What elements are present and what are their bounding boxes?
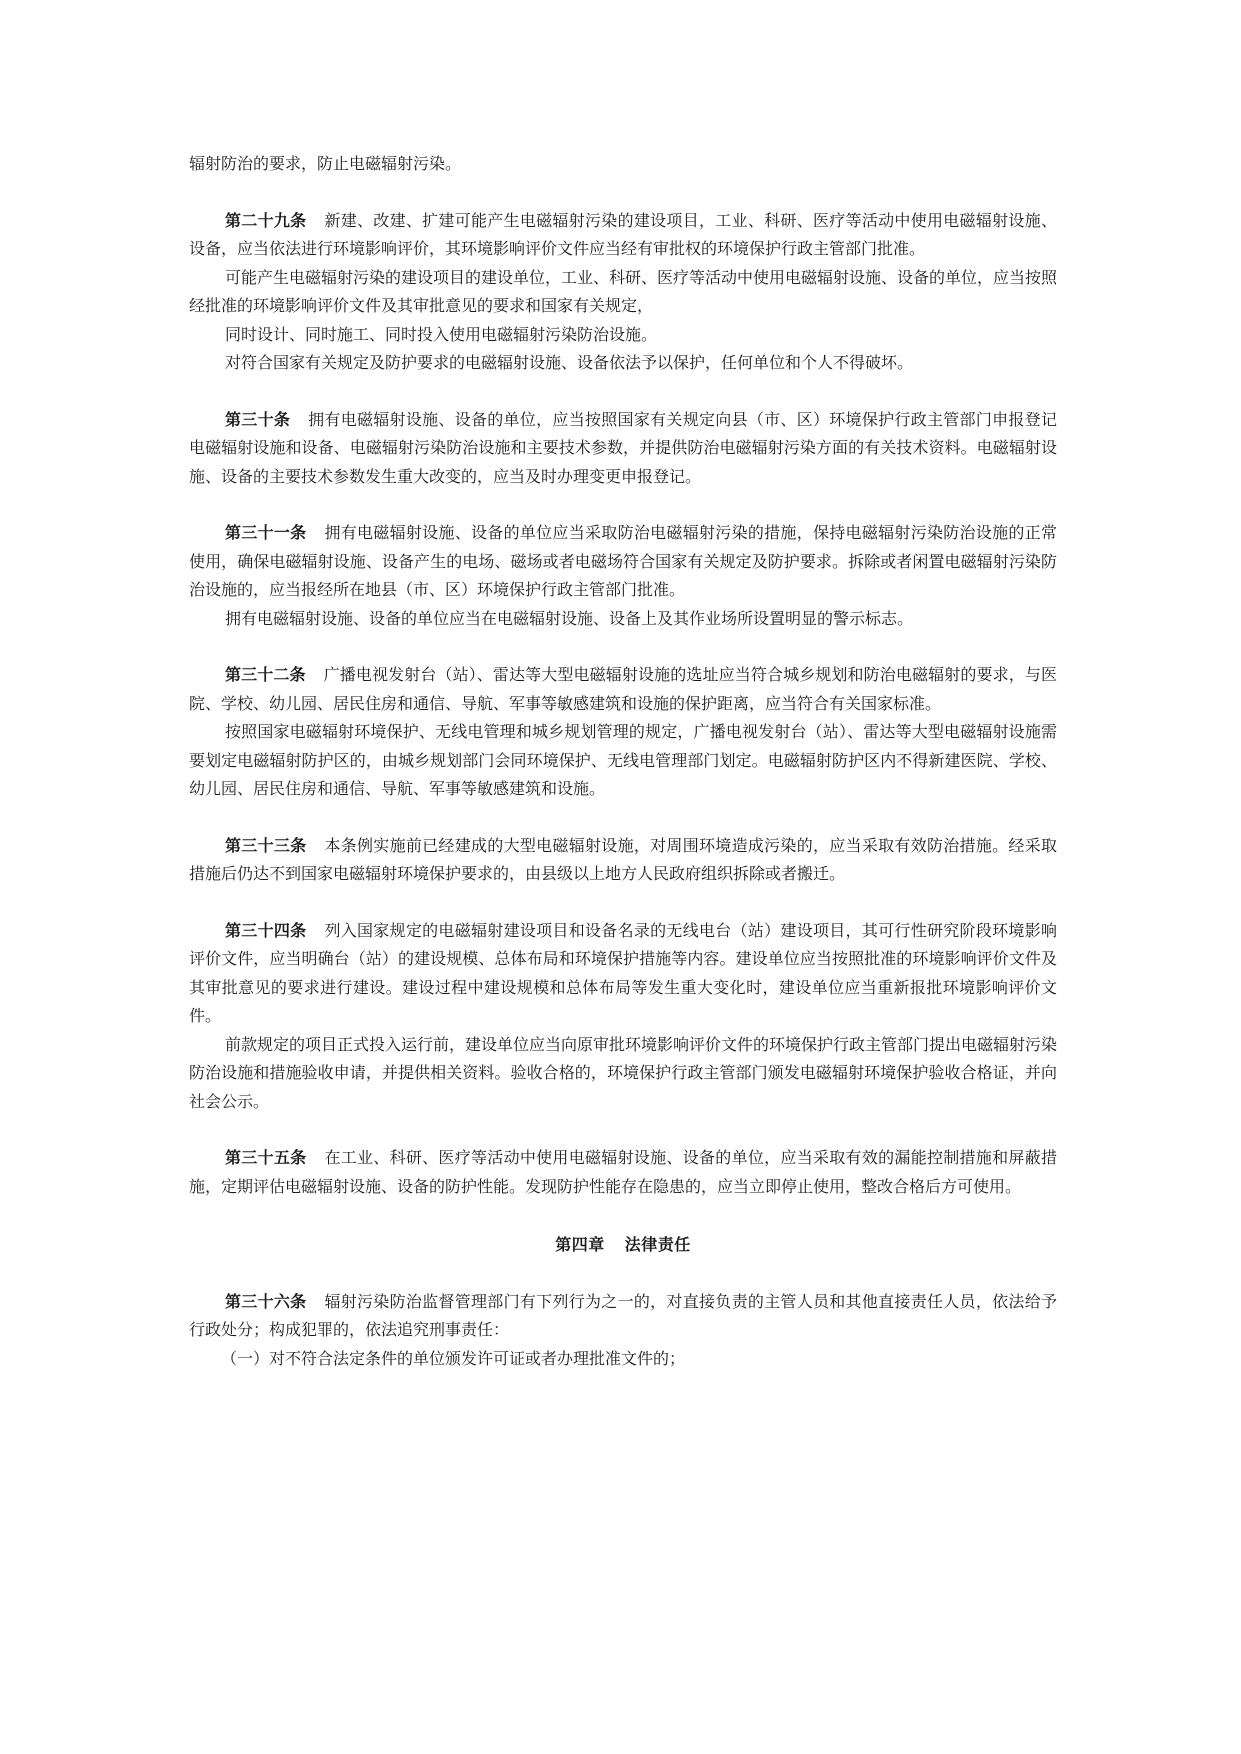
article-36-label: 第三十六条 xyxy=(225,1291,307,1311)
document-page xyxy=(189,150,1057,1373)
article-33-paragraph-1 xyxy=(189,832,1057,889)
article-31-label: 第三十一条 xyxy=(225,523,307,542)
article-29-label: 第二十九条 xyxy=(225,210,307,230)
article-34-paragraph-1 xyxy=(189,917,1057,1031)
article-33-label: 第三十三条 xyxy=(225,835,307,855)
article-30-text-1: 拥有电磁辐射设施、设备的单位，应当按照国家有关规定向县（市、区）环境保护行政主管部门申报登记电磁辐射设施和设备、电磁辐射污染防治设施和主要技术参数，并提供防治电磁辐射污染方面的有关技术资料。电磁辐射设施、设备的主要技术参数发生重大改变的，应当及时办理变更申报登记。 xyxy=(189,409,1057,486)
article-29-paragraph-2: 可能产生电磁辐射污染的建设项目的建设单位，工业、科研、医疗等活动中使用电磁辐射设施、设备的单位，应当按照经批准的环境影响评价文件及其审批意见的要求和国家有关规定， xyxy=(189,267,1058,315)
article-36-text-1: 辐射污染防治监督管理部门有下列行为之一的，对直接负责的主管人员和其他直接责任人员，依法给予行政处分；构成犯罪的，依法追究刑事责任： xyxy=(189,1291,1057,1339)
article-36-paragraph-1 xyxy=(189,1288,1057,1345)
lead-paragraph: 辐射防治的要求，防止电磁辐射污染。 xyxy=(189,154,462,173)
article-34-label: 第三十四条 xyxy=(225,920,307,940)
article-30-label: 第三十条 xyxy=(225,409,291,429)
article-32-paragraph-2: 按照国家电磁辐射环境保护、无线电管理和城乡规划管理的规定，广播电视发射台（站）、雷达等大型电磁辐射设施需要划定电磁辐射防护区的，由城乡规划部门会同环境保护、无线电管理部门划定。电磁辐射防护区内不得新建医院、学校、幼儿园、居民住房和通信、导航、军事等敏感建筑和设施。 xyxy=(189,722,1057,798)
article-32-paragraph-1 xyxy=(189,661,1057,718)
article-29-paragraph-4: 对符合国家有关规定及防护要求的电磁辐射设施、设备依法予以保护，任何单位和个人不得破坏。 xyxy=(225,353,914,372)
article-29-paragraph-1 xyxy=(189,207,1057,264)
chapter-heading xyxy=(189,1231,1057,1260)
article-34-paragraph-2: 前款规定的项目正式投入运行前，建设单位应当向原审批环境影响评价文件的环境保护行政主管部门提出电磁辐射污染防治设施和措施验收申请，并提供相关资料。验收合格的，环境保护行政主管部门颁发电磁辐射环境保护验收合格证，并向社会公示。 xyxy=(189,1034,1058,1111)
article-34-text-1: 列入国家规定的电磁辐射建设项目和设备名录的无线电台（站）建设项目，其可行性研究阶段环境影响评价文件，应当明确台（站）的建设规模、总体布局和环境保护措施等内容。建设单位应当按照批准的环境影响评价文件及其审批意见的要求进行建设。建设过程中建设规模和总体布局等发生重大变化时，建设单位应当重新报批环境影响评价文件。 xyxy=(189,920,1057,1025)
article-29-text-1: 新建、改建、扩建可能产生电磁辐射污染的建设项目，工业、科研、医疗等活动中使用电磁辐射设施、设备，应当依法进行环境影响评价，其环境影响评价文件应当经有审批权的环境保护行政主管部门批准。 xyxy=(189,210,1057,258)
article-31-paragraph-1 xyxy=(189,519,1057,605)
chapter-number: 第四章 xyxy=(555,1235,605,1254)
chapter-title: 法律责任 xyxy=(624,1235,691,1254)
article-35-label: 第三十五条 xyxy=(225,1148,307,1167)
article-32-label: 第三十二条 xyxy=(225,665,306,684)
article-29-paragraph-3: 同时设计、同时施工、同时投入使用电磁辐射污染防治设施。 xyxy=(225,324,658,344)
article-31-text-1: 拥有电磁辐射设施、设备的单位应当采取防治电磁辐射污染的措施，保持电磁辐射污染防治设施的正常使用，确保电磁辐射设施、设备产生的电场、磁场或者电磁场符合国家有关规定及防护要求。拆除或者闲置电磁辐射污染防治设施的，应当报经所在地县（市、区）环境保护行政主管部门批准。 xyxy=(189,523,1057,599)
article-30-paragraph-1 xyxy=(189,406,1057,492)
article-31-paragraph-2: 拥有电磁辐射设施、设备的单位应当在电磁辐射设施、设备上及其作业场所设置明显的警示标志。 xyxy=(225,608,914,628)
article-36-item-1: （一）对不符合法定条件的单位颁发许可证或者办理批准文件的； xyxy=(221,1348,686,1368)
article-32-text-1: 广播电视发射台（站）、雷达等大型电磁辐射设施的选址应当符合城乡规划和防治电磁辐射的要求，与医院、学校、幼儿园、居民住房和通信、导航、军事等敏感建筑和设施的保护距离，应当符合有关国家标准。 xyxy=(189,665,1057,713)
article-35-text-1: 在工业、科研、医疗等活动中使用电磁辐射设施、设备的单位，应当采取有效的漏能控制措施和屏蔽措施，定期评估电磁辐射设施、设备的防护性能。发现防护性能存在隐患的，应当立即停止使用，整改合格后方可使用。 xyxy=(189,1148,1057,1196)
article-35-paragraph-1 xyxy=(189,1144,1057,1201)
article-33-text-1: 本条例实施前已经建成的大型电磁辐射设施，对周围环境造成污染的，应当采取有效防治措施。经采取措施后仍达不到国家电磁辐射环境保护要求的，由县级以上地方人民政府组织拆除或者搬迁。 xyxy=(189,835,1057,883)
